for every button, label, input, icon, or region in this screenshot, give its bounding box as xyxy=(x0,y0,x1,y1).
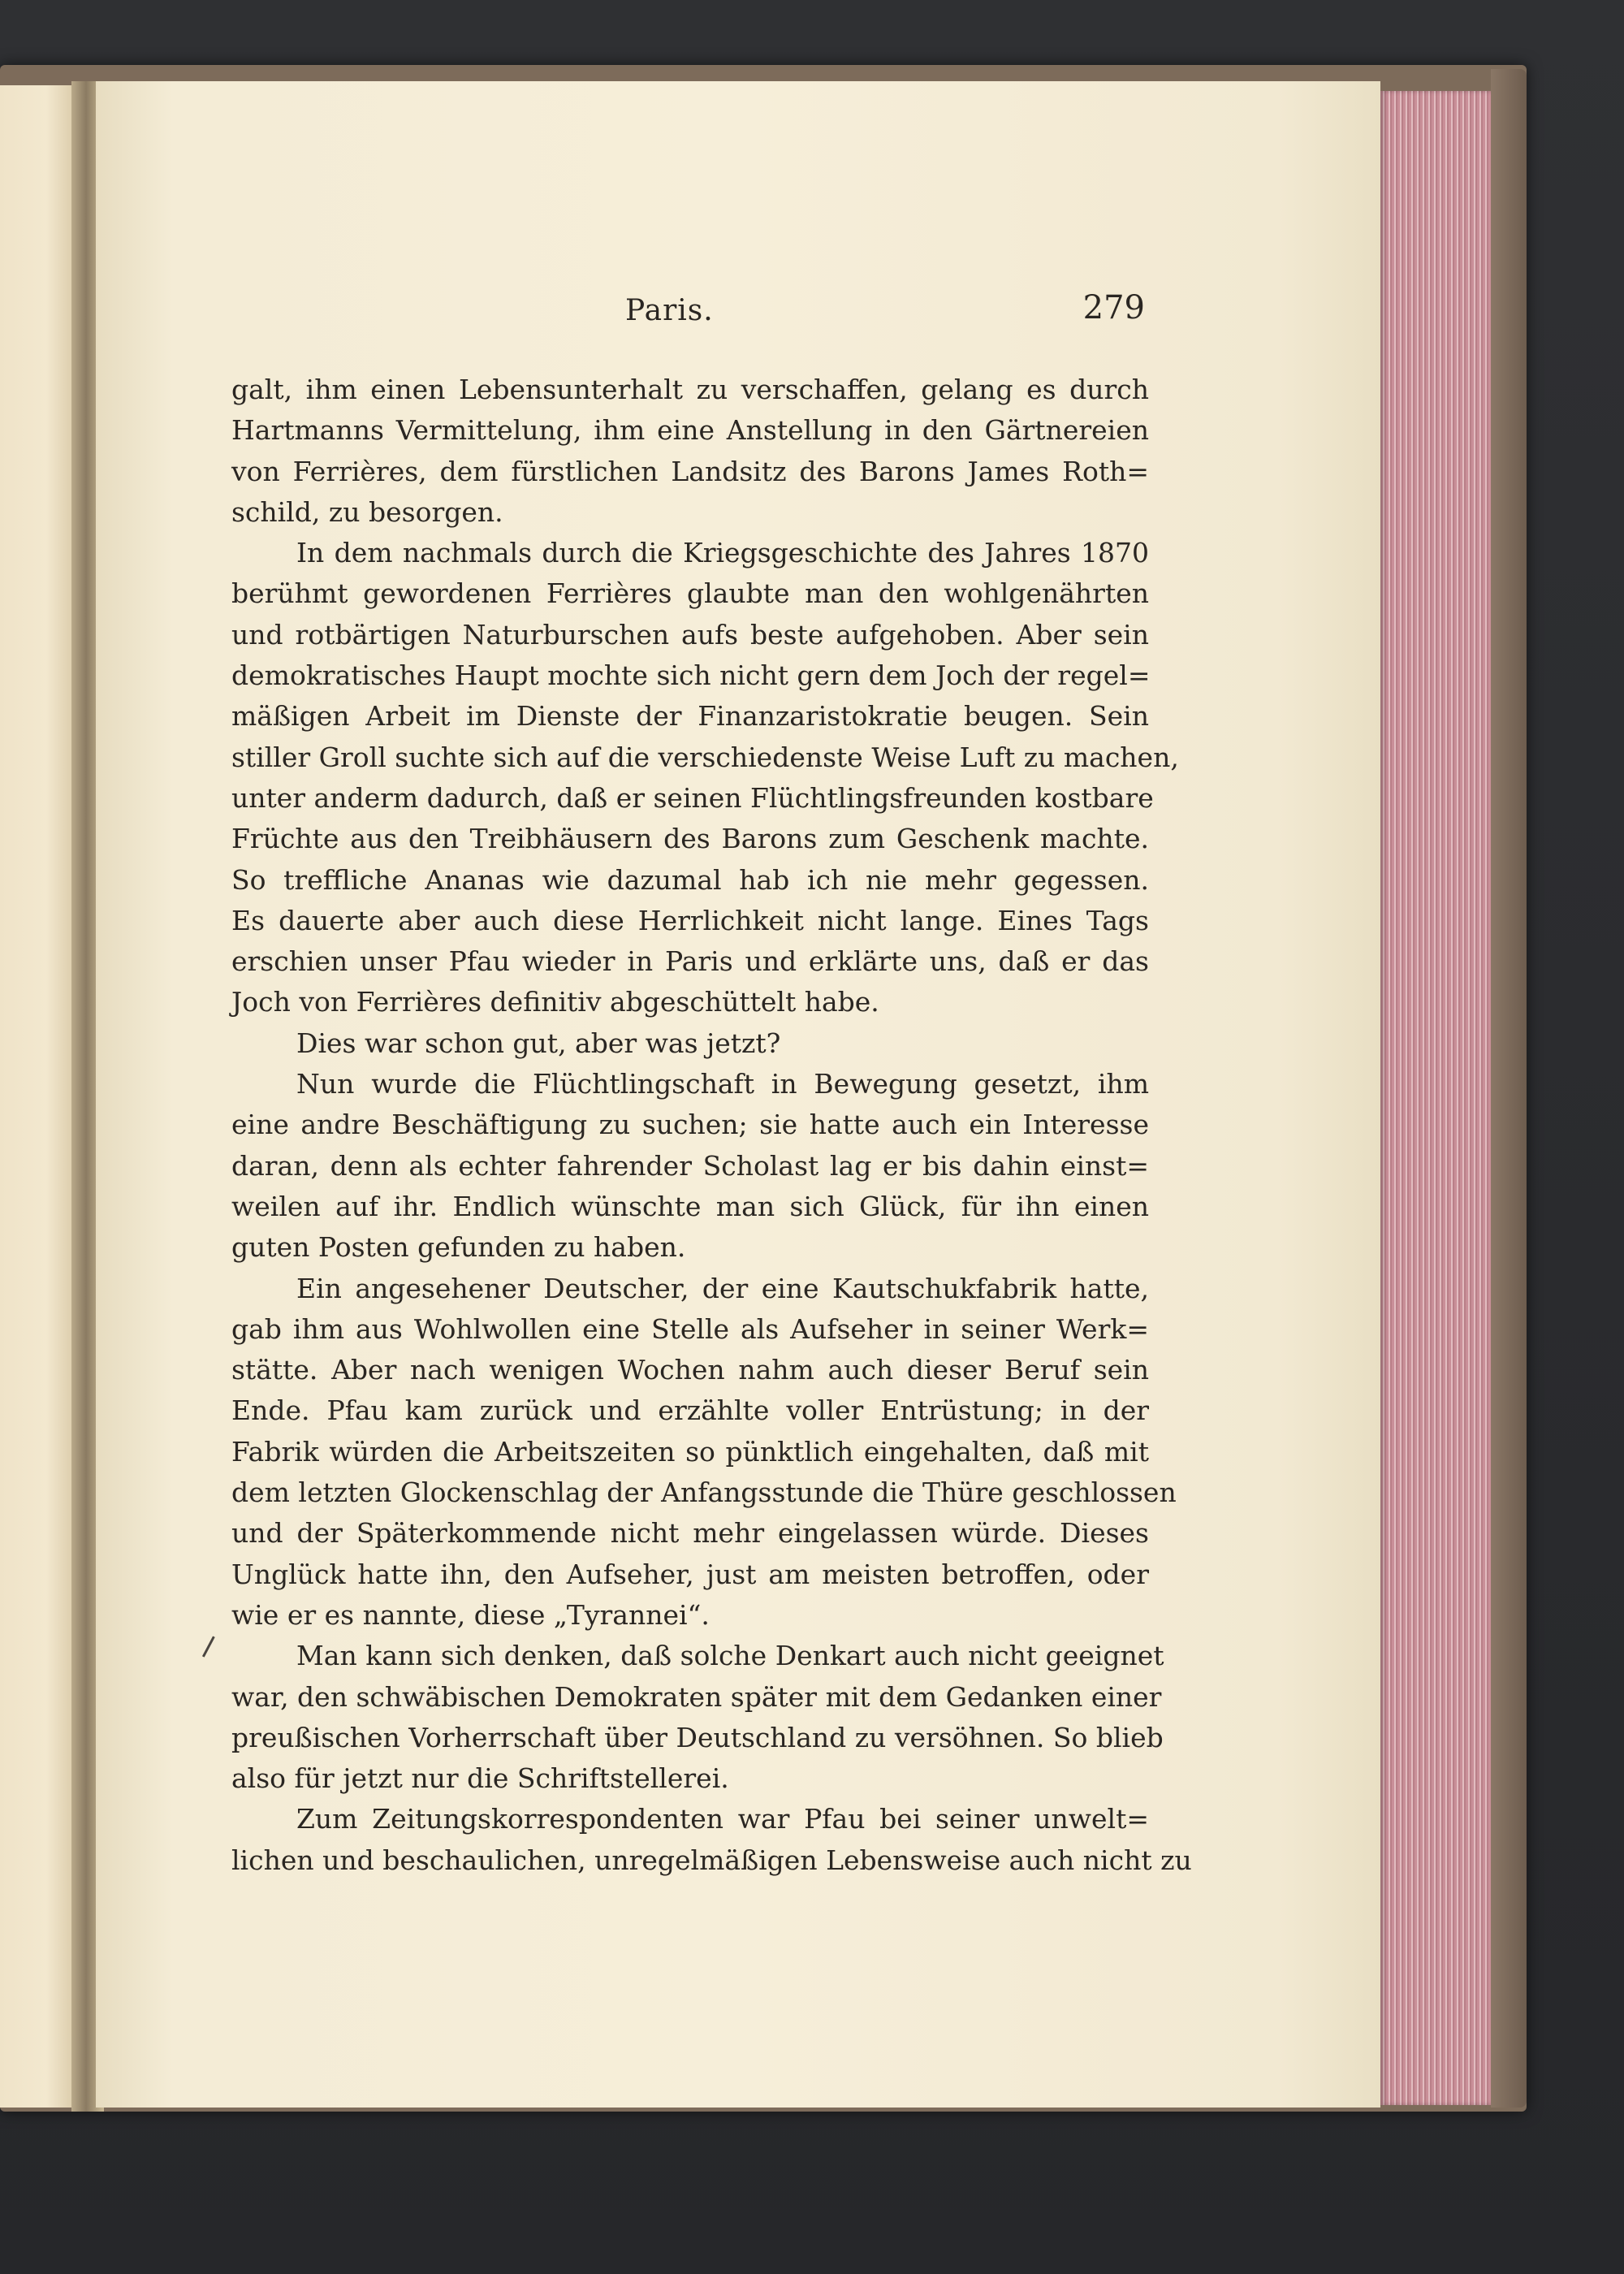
text-line: war, den schwäbischen Demokraten später mit dem Gedanken einer xyxy=(231,1680,1162,1713)
text-line: Joch von Ferrières definitiv abgeschüttelt habe. xyxy=(231,986,879,1018)
text-line: In dem nachmals durch die Kriegsgeschichte des Jahres 1870 xyxy=(296,537,1149,569)
text-line: erschien unser Pfau wieder in Paris und erklärte uns, daß er das xyxy=(231,945,1149,978)
text-line: Unglück hatte ihn, den Aufseher, just am meisten betroffen, oder xyxy=(231,1558,1149,1590)
text-line: unter anderm dadurch, daß er seinen Flüchtlingsfreunden kostbare xyxy=(231,781,1154,814)
body-text xyxy=(231,370,1192,1881)
text-line: schild, zu besorgen. xyxy=(231,495,503,528)
text-line: stiller Groll suchte sich auf die verschiedenste Weise Luft zu machen, xyxy=(231,741,1179,773)
text-line: wie er es nannte, diese „Tyrannei“. xyxy=(231,1598,710,1631)
text-line: eine andre Beschäftigung zu suchen; sie hatte auch ein Interesse xyxy=(231,1109,1149,1141)
text-line: stätte. Aber nach wenigen Wochen nahm auch dieser Beruf sein xyxy=(231,1354,1149,1386)
text-line: von Ferrières, dem fürstlichen Landsitz des Barons James Roth= xyxy=(231,455,1149,487)
text-line: Ein angesehener Deutscher, der eine Kautschukfabrik hatte, xyxy=(296,1272,1149,1304)
text-line: demokratisches Haupt mochte sich nicht gern dem Joch der regel= xyxy=(231,659,1151,692)
text-line: guten Posten gefunden zu haben. xyxy=(231,1231,686,1264)
text-line: Nun wurde die Flüchtlingschaft in Bewegung gesetzt, ihm xyxy=(296,1068,1149,1100)
page-edges xyxy=(1380,91,1492,2105)
text-line: also für jetzt nur die Schriftstellerei. xyxy=(231,1762,729,1795)
text-line: Zum Zeitungskorrespondenten war Pfau bei seiner unwelt= xyxy=(296,1803,1149,1835)
text-line: Hartmanns Vermittelung, ihm eine Anstellung in den Gärtnereien xyxy=(231,414,1149,447)
text-line: galt, ihm einen Lebensunterhalt zu verschaffen, gelang es durch xyxy=(231,374,1149,405)
text-line: Man kann sich denken, daß solche Denkart auch nicht geeignet xyxy=(296,1640,1164,1672)
text-line: daran, denn als echter fahrender Scholast lag er bis dahin einst= xyxy=(231,1149,1149,1182)
text-line: mäßigen Arbeit im Dienste der Finanzaristokratie beugen. Sein xyxy=(231,700,1149,733)
text-line: Es dauerte aber auch diese Herrlichkeit nicht lange. Eines Tags xyxy=(231,904,1149,936)
text-line: gab ihm aus Wohlwollen eine Stelle als Aufseher in seiner Werk= xyxy=(231,1312,1149,1345)
text-line: dem letzten Glockenschlag der Anfangsstunde die Thüre geschlossen xyxy=(231,1476,1177,1509)
page-header xyxy=(227,289,1145,343)
text-line: berühmt gewordenen Ferrières glaubte man den wohlgenährten xyxy=(231,577,1149,610)
text-line: und rotbärtigen Naturburschen aufs beste aufgehoben. Aber sein xyxy=(231,618,1149,651)
page-number: 279 xyxy=(1082,289,1145,326)
text-line: Ende. Pfau kam zurück und erzählte voller Entrüstung; in der xyxy=(231,1394,1149,1427)
running-title: Paris. xyxy=(625,294,714,327)
text-line: Dies war schon gut, aber was jetzt? xyxy=(296,1027,781,1059)
text-line: Früchte aus den Treibhäusern des Barons zum Geschenk machte. xyxy=(231,823,1149,855)
left-page-edge xyxy=(0,85,77,2108)
text-line: So treffliche Ananas wie dazumal hab ich nie mehr gegessen. xyxy=(231,863,1149,896)
text-line: weilen auf ihr. Endlich wünschte man sich Glück, für ihn einen xyxy=(231,1190,1149,1222)
book-cover-edge xyxy=(1491,69,1527,2108)
text-line: und der Späterkommende nicht mehr eingelassen würde. Dieses xyxy=(231,1517,1149,1550)
text-line: Fabrik würden die Arbeitszeiten so pünktlich eingehalten, daß mit xyxy=(231,1435,1149,1468)
text-line: lichen und beschaulichen, unregelmäßigen Lebensweise auch nicht zu xyxy=(231,1844,1192,1876)
text-line: preußischen Vorherrschaft über Deutschland zu versöhnen. So blieb xyxy=(231,1721,1164,1753)
